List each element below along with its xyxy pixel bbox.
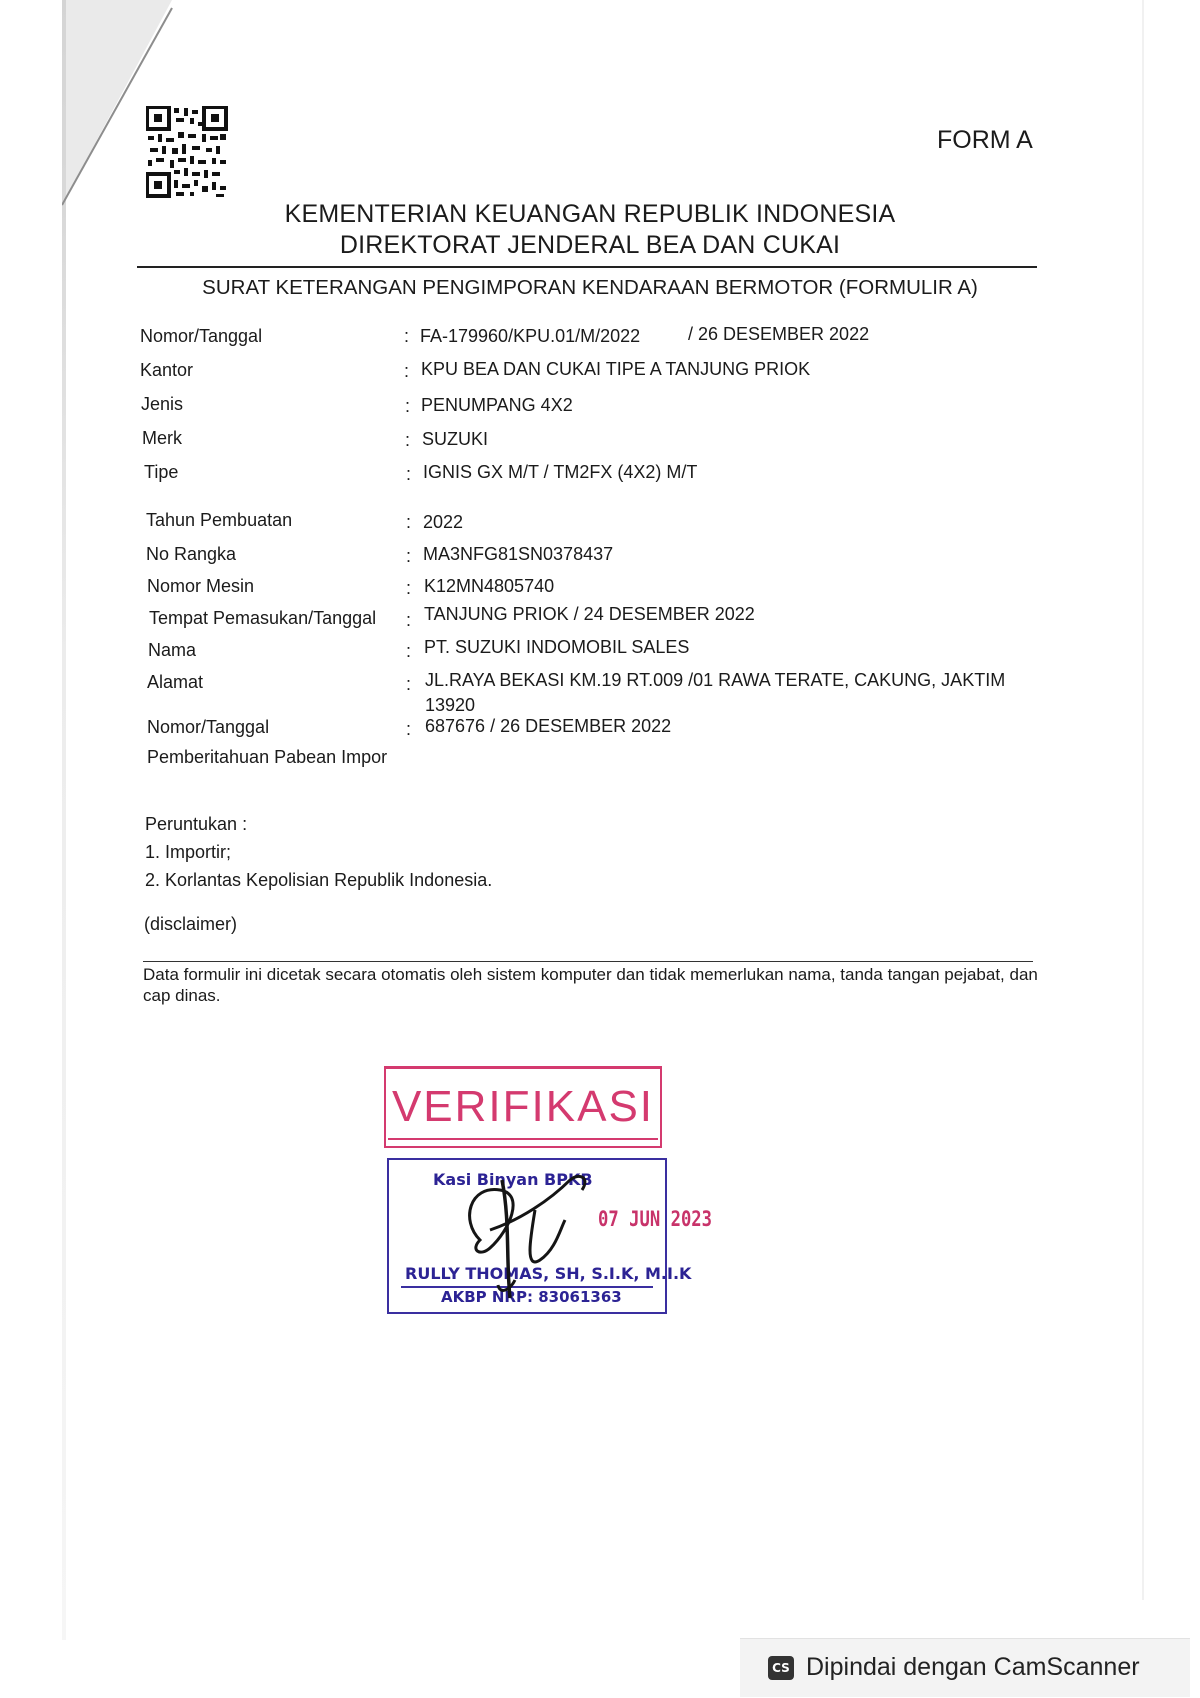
colon: :	[404, 361, 410, 381]
colon: :	[406, 641, 412, 661]
directorate-name: DIREKTORAT JENDERAL BEA DAN CUKAI	[339, 231, 841, 259]
label-nama: Nama	[148, 640, 197, 660]
colon: :	[406, 674, 412, 694]
label-merk: Merk	[142, 428, 182, 448]
value-rangka: MA3NFG81SN0378437	[423, 544, 614, 564]
peruntukan-item: 2. Korlantas Kepolisian Republik Indonesia.	[145, 870, 493, 890]
officer-nrp: AKBP NRP: 83061363	[441, 1288, 622, 1306]
kasi-title: Kasi Binyan BPKB	[433, 1170, 593, 1189]
value-merk: SUZUKI	[422, 429, 489, 449]
label-alamat: Alamat	[147, 672, 204, 692]
colon: :	[406, 546, 412, 566]
form-code: FORM A	[937, 126, 1033, 154]
value-mesin: K12MN4805740	[424, 576, 555, 596]
value-nomor-date: / 26 DESEMBER 2022	[688, 324, 870, 344]
camscanner-logo-icon: CS	[768, 1656, 794, 1680]
colon: :	[405, 396, 411, 416]
value-alamat: JL.RAYA BEKASI KM.19 RT.009 /01 RAWA TERATE, CAKUNG, JAKTIM 13920	[425, 670, 1006, 715]
label-tahun: Tahun Pembuatan	[146, 510, 293, 530]
disclaimer-divider	[143, 961, 1033, 962]
signature-icon	[440, 1160, 630, 1300]
qr-code-icon	[146, 106, 228, 198]
officer-name: RULLY THOMAS, SH, S.I.K, M.I.K	[405, 1264, 692, 1283]
value-tahun: 2022	[423, 512, 464, 532]
colon: :	[405, 430, 411, 450]
label-tipe: Tipe	[144, 462, 179, 482]
scan-edge-right	[1142, 0, 1144, 1600]
header-divider	[137, 266, 1037, 268]
document-title: SURAT KETERANGAN PENGIMPORAN KENDARAAN BERMOTOR (FORMULIR A)	[202, 276, 978, 299]
colon: :	[406, 610, 412, 630]
label-tempat: Tempat Pemasukan/Tanggal	[149, 608, 377, 628]
disclaimer-text: Data formulir ini dicetak secara otomatis oleh sistem komputer dan tidak memerlukan nama, tanda tangan pejabat, dan cap dinas.	[143, 965, 1038, 1005]
value-nama: PT. SUZUKI INDOMOBIL SALES	[424, 637, 690, 657]
value-pib: 687676 / 26 DESEMBER 2022	[425, 716, 672, 736]
colon: :	[406, 719, 412, 739]
colon: :	[406, 512, 412, 532]
colon: :	[406, 464, 412, 484]
colon: :	[406, 578, 412, 598]
label-rangka: No Rangka	[146, 544, 237, 564]
disclaimer-heading: (disclaimer)	[144, 914, 238, 934]
value-tipe: IGNIS GX M/T / TM2FX (4X2) M/T	[423, 462, 698, 482]
value-kantor: KPU BEA DAN CUKAI TIPE A TANJUNG PRIOK	[421, 359, 811, 379]
peruntukan-item: 1. Importir;	[145, 842, 232, 862]
peruntukan-heading: Peruntukan :	[145, 814, 248, 834]
ministry-name: KEMENTERIAN KEUANGAN REPUBLIK INDONESIA	[284, 200, 896, 228]
value-jenis: PENUMPANG 4X2	[421, 395, 573, 415]
stamp-date: 07 JUN 2023	[598, 1207, 713, 1231]
verifikasi-stamp: VERIFIKASI	[384, 1066, 662, 1148]
scan-edge-left	[62, 0, 66, 1640]
label-kantor: Kantor	[140, 360, 194, 380]
value-tempat: TANJUNG PRIOK / 24 DESEMBER 2022	[424, 604, 755, 624]
colon: :	[404, 326, 410, 346]
value-nomor: FA-179960/KPU.01/M/2022	[420, 326, 641, 346]
label-pib-nomor: Nomor/Tanggal	[147, 717, 270, 737]
camscanner-text: Dipindai dengan CamScanner	[806, 1653, 1140, 1681]
label-jenis: Jenis	[141, 394, 184, 414]
camscanner-badge	[740, 1638, 1190, 1697]
label-mesin: Nomor Mesin	[147, 576, 255, 596]
label-nomor-tanggal: Nomor/Tanggal	[140, 326, 263, 346]
label-pib: Pemberitahuan Pabean Impor	[147, 747, 388, 767]
